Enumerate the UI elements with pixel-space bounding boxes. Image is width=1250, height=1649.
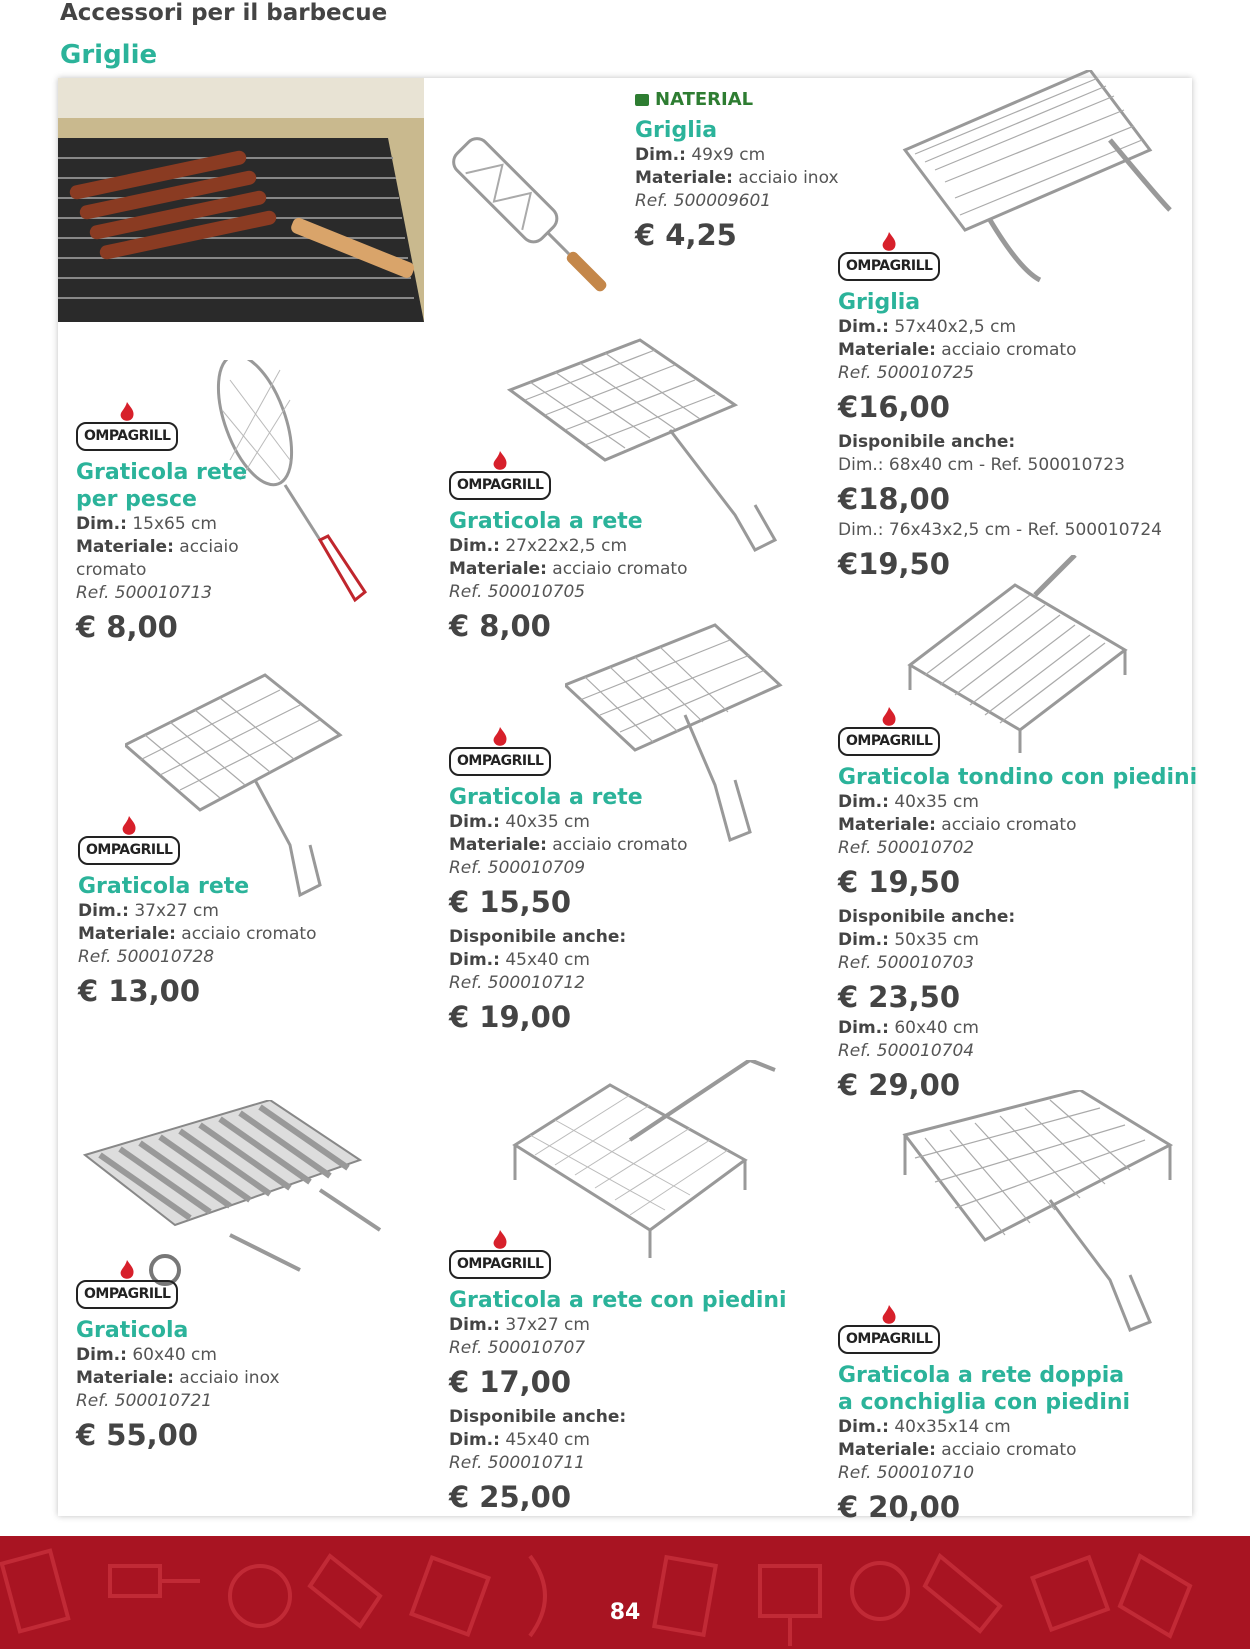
leaf-icon [635, 94, 649, 106]
brand-ompagrill-logo: OMPAGRILL [76, 1280, 178, 1309]
footer-tool-pattern [0, 1536, 1250, 1649]
product-price: € 8,00 [449, 609, 551, 643]
product-graticola-tondino: OMPAGRILL Graticola tondino con piedini Dim.: 40x35 cm Materiale: acciaio cromato Ref. 500010702 € 19,50 Disponibile anche: Dim.: 50x35 cm Ref. 500010703 € 23,50 Dim.: 60x40 cm Ref. 500010704 € 29,00 [838, 727, 1197, 1105]
product-name-line1: Graticola rete [76, 460, 248, 485]
product-graticola-rete-37: OMPAGRILL Graticola rete Dim.: 37x27 cm Materiale: acciaio cromato Ref. 500010728 € 13,00 [78, 836, 316, 1011]
product-ref: Ref. 500010725 [838, 363, 975, 383]
availability-label: Disponibile anche: [449, 927, 627, 947]
product-ref: Ref. 500010728 [78, 947, 215, 967]
availability-label: Disponibile anche: [449, 1407, 627, 1427]
product-price: € 55,00 [76, 1418, 199, 1452]
product-materiale: acciaio cromato [181, 924, 317, 944]
product-ref: Ref. 500009601 [635, 191, 772, 211]
product-price: € 15,50 [449, 885, 572, 919]
flame-icon [879, 707, 899, 729]
product-ref: Ref. 500010713 [76, 583, 213, 603]
flame-icon [879, 1305, 899, 1327]
flame-icon [490, 727, 510, 749]
brand-ompagrill-logo: OMPAGRILL [76, 422, 178, 451]
brand-ompagrill-logo: OMPAGRILL [838, 252, 940, 281]
alt-variant-price: € 23,50 [838, 980, 961, 1014]
alt-variant-line: Dim.: 68x40 cm - Ref. 500010723 [838, 455, 1125, 475]
flame-icon [490, 1230, 510, 1252]
flame-icon [117, 402, 137, 424]
product-ref: Ref. 500010702 [838, 838, 975, 858]
flame-icon [117, 1260, 137, 1282]
product-ref: Ref. 500010721 [76, 1391, 213, 1411]
product-materiale: acciaio cromato [941, 340, 1077, 360]
brand-ompagrill-logo: OMPAGRILL [838, 727, 940, 756]
brand-ompagrill-logo: OMPAGRILL [449, 747, 551, 776]
product-graticola-rete-small: OMPAGRILL Graticola a rete Dim.: 27x22x2,5 cm Materiale: acciaio cromato Ref. 500010705 € 8,00 [449, 471, 687, 646]
product-name-line2: a conchiglia con piedini [838, 1390, 1131, 1415]
alt-variant-dim: 45x40 cm [505, 950, 590, 970]
product-dim: 40x35x14 cm [894, 1417, 1011, 1437]
brand-ompagrill-logo: OMPAGRILL [78, 836, 180, 865]
alt-variant-ref: Ref. 500010704 [838, 1041, 975, 1061]
alt-variant-price: € 19,00 [449, 1000, 572, 1034]
product-materiale: acciaio cromato [552, 559, 688, 579]
alt-variant-ref: Ref. 500010712 [449, 973, 586, 993]
product-price: € 19,50 [838, 865, 961, 899]
footer-band [0, 1536, 1250, 1649]
product-dim: 40x35 cm [894, 792, 979, 812]
product-dim: 60x40 cm [132, 1345, 217, 1365]
product-materiale-cont: cromato [76, 560, 147, 580]
product-ref: Ref. 500010705 [449, 582, 586, 602]
product-ref: Ref. 500010707 [449, 1338, 586, 1358]
brand-ompagrill-logo: OMPAGRILL [838, 1325, 940, 1354]
product-name: Graticola [76, 1318, 189, 1343]
page-number: 84 [609, 1600, 641, 1625]
product-materiale: acciaio inox [179, 1368, 280, 1388]
product-name: Griglia [838, 290, 921, 315]
product-name-line2: per pesce [76, 487, 197, 512]
product-graticola-pesce: OMPAGRILL Graticola rete per pesce Dim.: 15x65 cm Materiale: acciaio cromato Ref. 500010713 € 8,00 [76, 422, 247, 647]
product-ref: Ref. 500010710 [838, 1463, 975, 1483]
product-price: €16,00 [838, 390, 950, 424]
product-dim: 49x9 cm [691, 145, 766, 165]
product-name: Graticola a rete [449, 509, 643, 534]
product-name: Graticola a rete con piedini [449, 1288, 787, 1313]
product-price: € 17,00 [449, 1365, 572, 1399]
subsection-title: Griglie [60, 40, 158, 70]
product-name: Griglia [635, 118, 718, 143]
alt-variant-price: €19,50 [838, 547, 950, 581]
product-dim: 57x40x2,5 cm [894, 317, 1017, 337]
availability-label: Disponibile anche: [838, 907, 1016, 927]
product-materiale: acciaio [179, 537, 239, 557]
product-graticola-piedini: OMPAGRILL Graticola a rete con piedini Dim.: 37x27 cm Ref. 500010707 € 17,00 Disponibile anche: Dim.: 45x40 cm Ref. 500010711 € 25,00 [449, 1250, 787, 1517]
product-price: € 8,00 [76, 610, 178, 644]
product-price: € 13,00 [78, 974, 201, 1008]
product-image-graticola-piedini [510, 1060, 780, 1260]
flame-icon [879, 232, 899, 254]
brand-ompagrill-logo: OMPAGRILL [449, 1250, 551, 1279]
availability-label: Disponibile anche: [838, 432, 1016, 452]
product-image-graticola-tondino [905, 555, 1145, 755]
alt-variant-price: €18,00 [838, 482, 950, 516]
flame-icon [490, 451, 510, 473]
product-ref: Ref. 500010709 [449, 858, 586, 878]
product-materiale: acciaio inox [738, 168, 839, 188]
product-price: € 4,25 [635, 218, 737, 252]
alt-variant-ref: Ref. 500010711 [449, 1453, 586, 1473]
product-dim: 27x22x2,5 cm [505, 536, 628, 556]
product-dim: 15x65 cm [132, 514, 217, 534]
alt-variant-price: € 29,00 [838, 1068, 961, 1102]
product-image-graticola-conchiglia [890, 1090, 1180, 1340]
product-name: Graticola a rete [449, 785, 643, 810]
brand-ompagrill-logo: OMPAGRILL [449, 471, 551, 500]
product-materiale: acciaio cromato [941, 815, 1077, 835]
product-dim: 37x27 cm [505, 1315, 590, 1335]
alt-variant-price: € 25,00 [449, 1480, 572, 1514]
hero-bbq-photo [58, 78, 424, 322]
product-materiale: acciaio cromato [941, 1440, 1077, 1460]
alt-variant-ref: Ref. 500010703 [838, 953, 975, 973]
section-title: Accessori per il barbecue [60, 0, 388, 26]
alt-variant-dim: 45x40 cm [505, 1430, 590, 1450]
alt-variant-dim: 50x35 cm [894, 930, 979, 950]
product-price: € 20,00 [838, 1490, 961, 1524]
brand-natural-logo: NATERIAL [635, 88, 753, 111]
product-dim: 40x35 cm [505, 812, 590, 832]
product-name: Graticola tondino con piedini [838, 765, 1198, 790]
product-name-line1: Graticola a rete doppia [838, 1363, 1125, 1388]
product-name: Graticola rete [78, 874, 250, 899]
product-dim: 37x27 cm [134, 901, 219, 921]
product-graticola-rete-40: OMPAGRILL Graticola a rete Dim.: 40x35 cm Materiale: acciaio cromato Ref. 500010709 € 15,50 Disponibile anche: Dim.: 45x40 cm Ref. 500010712 € 19,00 [449, 747, 687, 1037]
alt-variant-dim: 60x40 cm [894, 1018, 979, 1038]
product-graticola-conchiglia: OMPAGRILL Graticola a rete doppia a conchiglia con piedini Dim.: 40x35x14 cm Materiale: acciaio cromato Ref. 500010710 € 20,00 [838, 1325, 1130, 1527]
flame-icon [119, 816, 139, 838]
product-griglia-cromato: OMPAGRILL Griglia Dim.: 57x40x2,5 cm Materiale: acciaio cromato Ref. 500010725 €16,00 Disponibile anche: Dim.: 68x40 cm - Ref. 500010723 €18,00 Dim.: 76x43x2,5 cm - Ref. 500010724 €19,50 [838, 252, 1162, 584]
alt-variant-line: Dim.: 76x43x2,5 cm - Ref. 500010724 [838, 520, 1162, 540]
product-image-griglia-inox [440, 130, 620, 300]
product-materiale: acciaio cromato [552, 835, 688, 855]
product-graticola-inox: OMPAGRILL Graticola Dim.: 60x40 cm Materiale: acciaio inox Ref. 500010721 € 55,00 [76, 1280, 280, 1455]
product-griglia-inox: NATERIAL Griglia Dim.: 49x9 cm Materiale: acciaio inox Ref. 500009601 € 4,25 [635, 88, 839, 255]
